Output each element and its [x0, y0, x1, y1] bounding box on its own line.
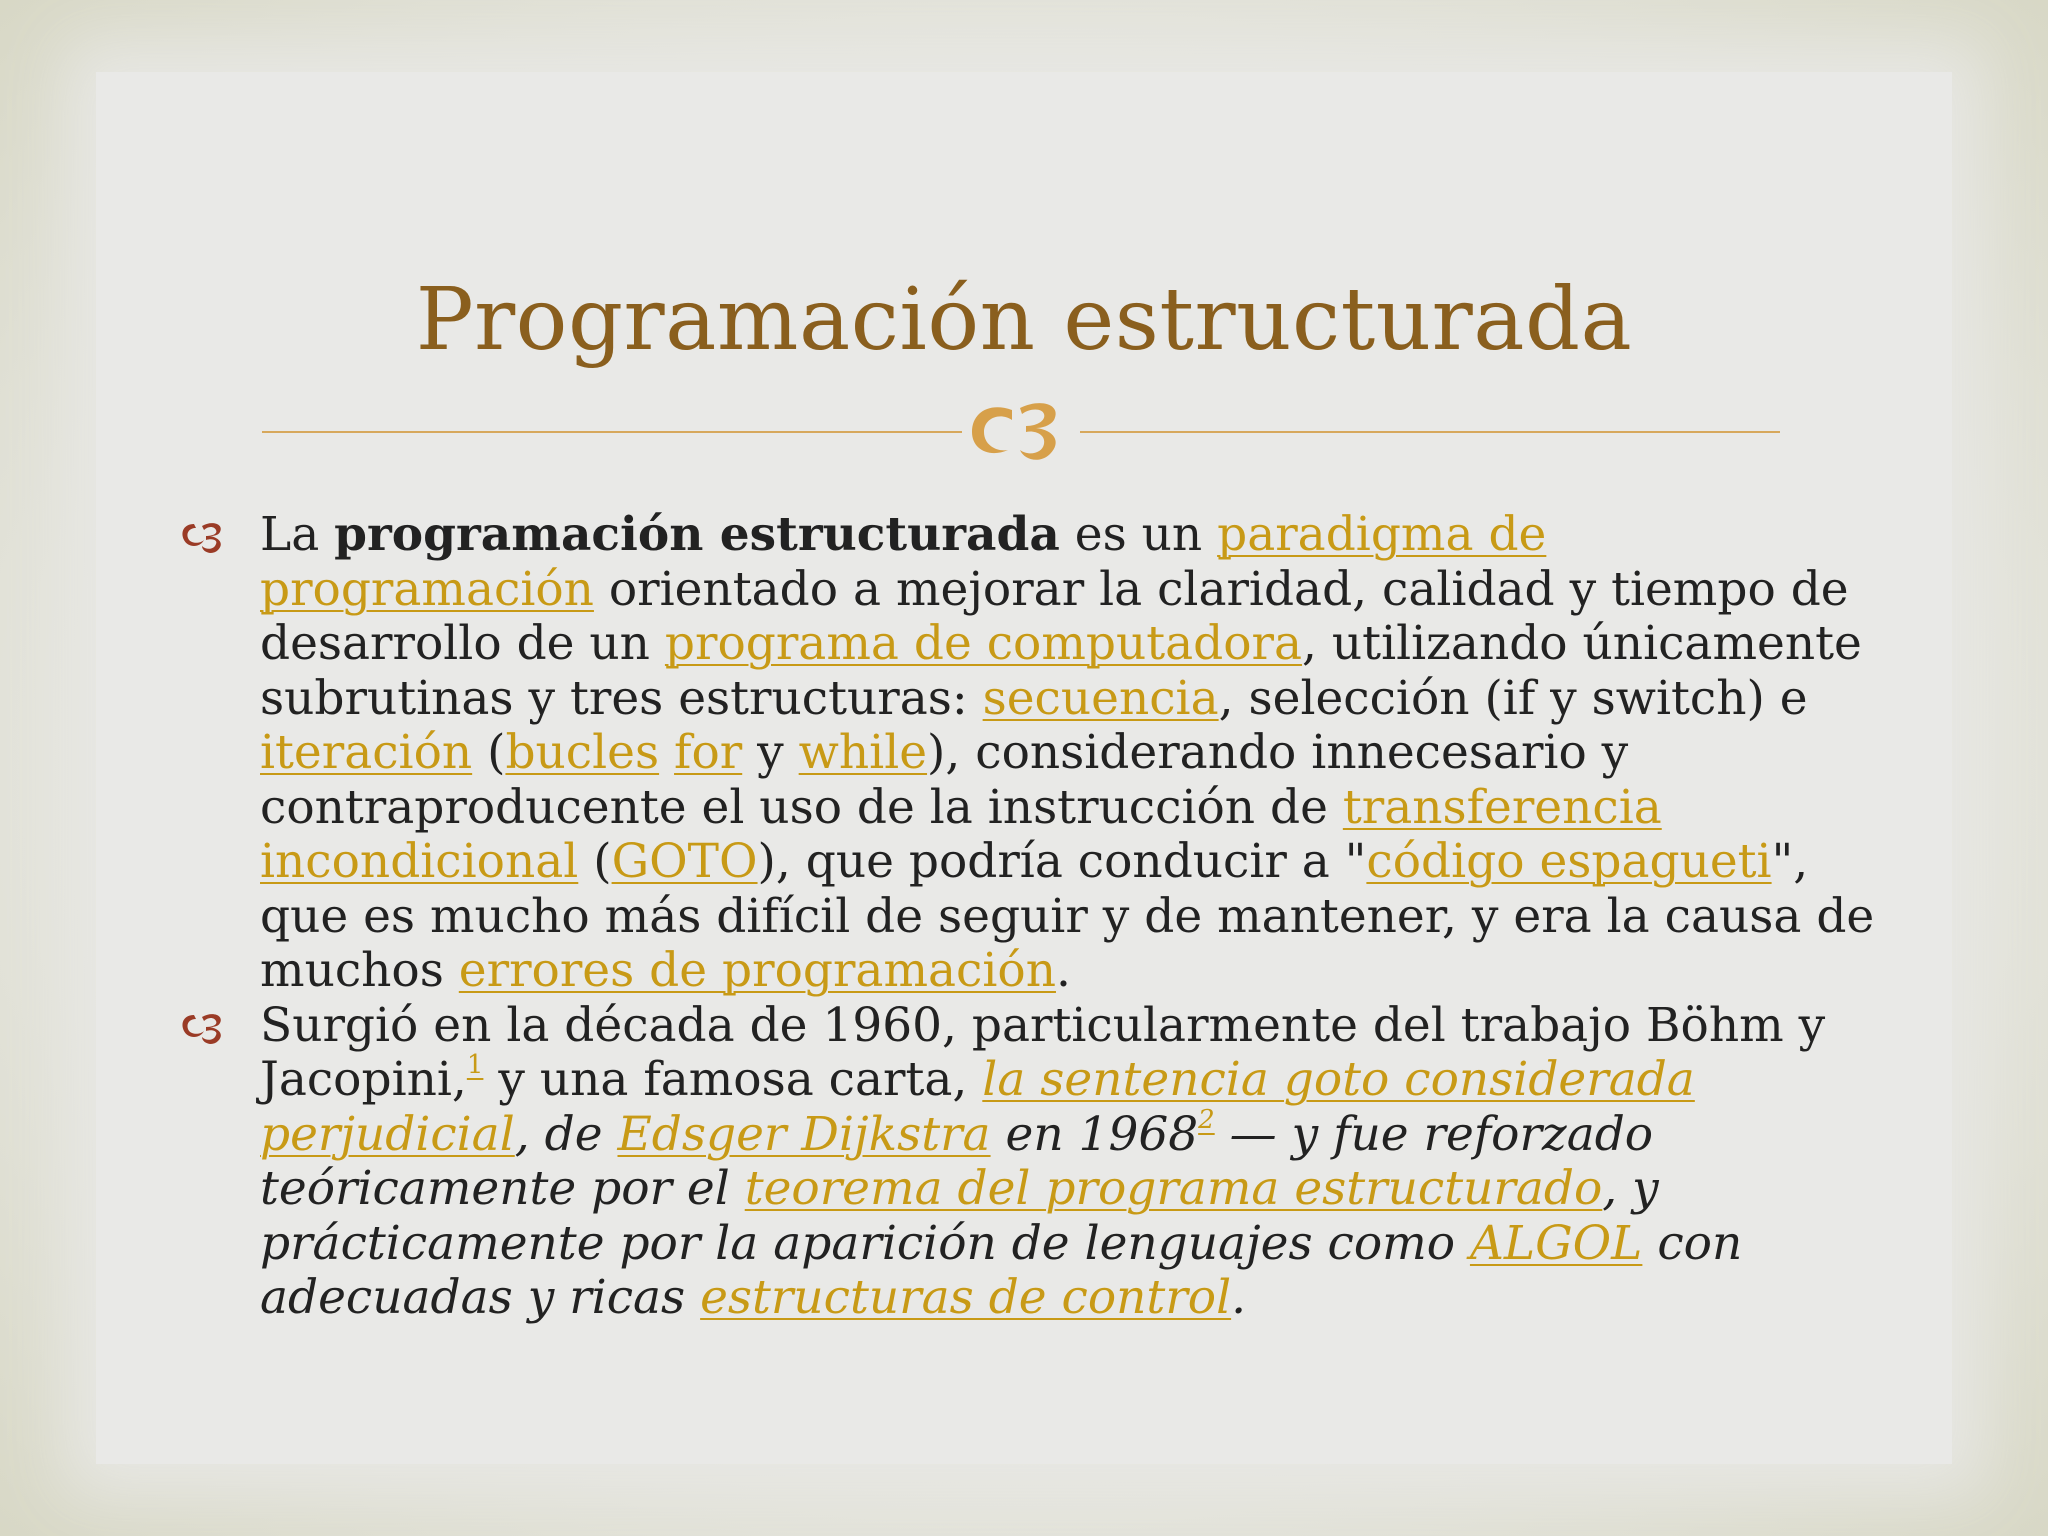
link-programa-de-computadora[interactable]: programa de computadora: [664, 616, 1303, 671]
bullet1-text: ), que podría conducir a ": [757, 834, 1367, 889]
bullet2-text: en 1968: [990, 1106, 1199, 1162]
bullet1-text: , utilizando únicamente subrutinas y tres estructuras:: [260, 616, 1862, 726]
slide-body: [176, 508, 1876, 1326]
bullet1-text: (: [472, 725, 506, 780]
bullet1-bold-term: programación estructurada: [334, 507, 1060, 562]
bullet1-text: , selección (if y switch) e: [1218, 670, 1808, 726]
footnote-ref-2[interactable]: 2: [1198, 1104, 1215, 1135]
bullet2-text: con adecuadas y ricas: [260, 1215, 1743, 1325]
bullet-item-2: [176, 999, 1876, 1326]
curl-bullet-icon: [176, 1005, 236, 1049]
bullet1-text: ", que es mucho más difícil de seguir y de mantener, y era la causa de muchos: [260, 834, 1875, 998]
link-goto[interactable]: GOTO: [611, 834, 758, 889]
link-secuencia[interactable]: secuencia: [982, 670, 1219, 726]
bullet2-text: Surgió en la década de 1960, particularmente del trabajo Böhm y Jacopini,: [260, 997, 1826, 1107]
bullet2-text: .: [1231, 1270, 1247, 1325]
bullet2-text: — y fue reforzado teóricamente por el: [260, 1106, 1654, 1216]
bullet1-text: .: [1055, 943, 1071, 998]
link-sentencia-goto-considerada-perjudicial[interactable]: la sentencia goto considerada perjudicial: [260, 1052, 1695, 1162]
bullet1-text: orientado a mejorar la claridad, calidad y tiempo de desarrollo de un: [260, 561, 1849, 671]
flourish-ornament-icon: [950, 380, 1100, 480]
link-codigo-espagueti[interactable]: código espagueti: [1366, 834, 1772, 889]
title-divider-right: [1080, 431, 1780, 433]
bullet1-text: La: [260, 507, 335, 562]
title-divider-left: [262, 431, 962, 433]
bullet1-text: (: [578, 834, 612, 889]
bullet1-text: ), considerando innecesario y contraproducente el uso de la instrucción de: [260, 725, 1629, 835]
bullet1-text: [659, 725, 674, 780]
link-bucles[interactable]: bucles: [505, 725, 660, 780]
bullet2-text: y una famosa carta,: [483, 1052, 983, 1107]
link-errores-de-programacion[interactable]: errores de programación: [458, 943, 1056, 998]
curl-bullet-icon: [176, 514, 236, 558]
slide-title: Programación estructurada: [415, 270, 1633, 370]
link-teorema-del-programa-estructurado[interactable]: teorema del programa estructurado: [744, 1161, 1603, 1216]
link-paradigma-de-programacion[interactable]: paradigma de programación: [260, 507, 1547, 617]
link-algol[interactable]: ALGOL: [1469, 1215, 1643, 1271]
bullet2-text: , de: [514, 1106, 618, 1162]
bullet2-text: , y prácticamente por la aparición de lenguajes como: [260, 1161, 1659, 1271]
bullet1-text: y: [742, 725, 799, 780]
bullet1-text: es un: [1059, 507, 1218, 562]
link-edsger-dijkstra[interactable]: Edsger Dijkstra: [617, 1106, 991, 1162]
link-while[interactable]: while: [798, 725, 928, 780]
link-transferencia-incondicional[interactable]: transferencia incondicional: [260, 779, 1662, 889]
link-estructuras-de-control[interactable]: estructuras de control: [700, 1270, 1232, 1325]
link-iteracion[interactable]: iteración: [260, 725, 473, 780]
bullet-item-1: [176, 508, 1876, 999]
footnote-ref-1[interactable]: 1: [466, 1050, 484, 1080]
link-for[interactable]: for: [674, 725, 743, 780]
